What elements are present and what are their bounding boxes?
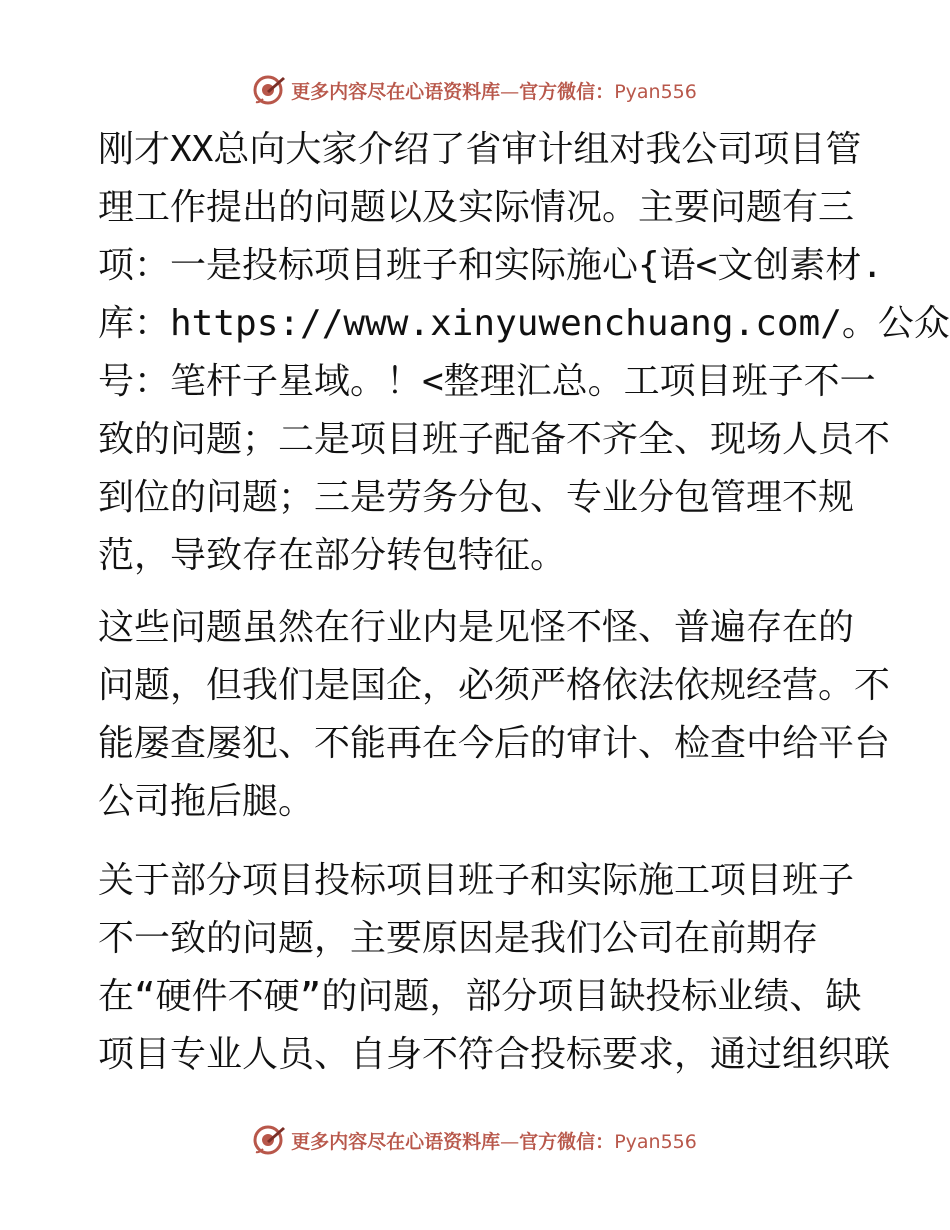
paragraph-2: [98, 599, 891, 831]
watermark-slogan: 更多内容尽在心语资料库: [291, 80, 501, 103]
text-line: 致的问题；二是项目班子配备不齐全、现场人员不: [98, 419, 891, 460]
text-line: 在“硬件不硬”的问题，部分项目缺投标业绩、缺: [98, 976, 862, 1017]
text-line: 公司拖后腿。: [98, 781, 315, 822]
watermark-text: [291, 77, 697, 104]
paragraph-3: [98, 852, 891, 1084]
watermark-separator: —: [500, 80, 520, 103]
watermark-separator: —: [500, 1130, 520, 1153]
watermark-wechat-id: Pyan556: [614, 80, 697, 103]
text-line: 问题，但我们是国企，必须严格依法依规经营。不: [98, 665, 891, 706]
text-line: 刚才XX总向大家介绍了省审计组对我公司项目管: [98, 129, 862, 170]
text-line: 不一致的问题，主要原因是我们公司在前期存: [98, 918, 819, 959]
watermark-wechat-id: Pyan556: [614, 1130, 697, 1153]
pen-logo-icon: [253, 1123, 287, 1157]
text-line: 范，导致存在部分转包特征。: [98, 535, 567, 576]
header-watermark: [0, 70, 950, 110]
footer-watermark: [0, 1120, 950, 1160]
text-line: 号：笔杆子星域。！<整理汇总。工项目班子不一: [98, 361, 876, 402]
text-line: 能屡查屡犯、不能再在今后的审计、检查中给平台: [98, 723, 891, 764]
text-line: 项：一是投标项目班子和实际施心{语<文创素材.: [98, 245, 884, 286]
text-line: 理工作提出的问题以及实际情况。主要问题有三: [98, 187, 855, 228]
watermark-slogan: 更多内容尽在心语资料库: [291, 1130, 501, 1153]
text-line: 到位的问题；三是劳务分包、专业分包管理不规: [98, 477, 855, 518]
watermark-wechat-label: 官方微信：: [519, 80, 615, 103]
paragraph-1: [98, 121, 950, 585]
pen-logo-icon: [253, 73, 287, 107]
text-line: 关于部分项目投标项目班子和实际施工项目班子: [98, 860, 855, 901]
text-line: 库：https://www.xinyuwenchuang.com/。公众: [98, 303, 950, 344]
watermark-text: [291, 1127, 697, 1154]
text-line: 项目专业人员、自身不符合投标要求，通过组织联: [98, 1034, 891, 1075]
watermark-wechat-label: 官方微信：: [519, 1130, 615, 1153]
text-line: 这些问题虽然在行业内是见怪不怪、普遍存在的: [98, 607, 855, 648]
